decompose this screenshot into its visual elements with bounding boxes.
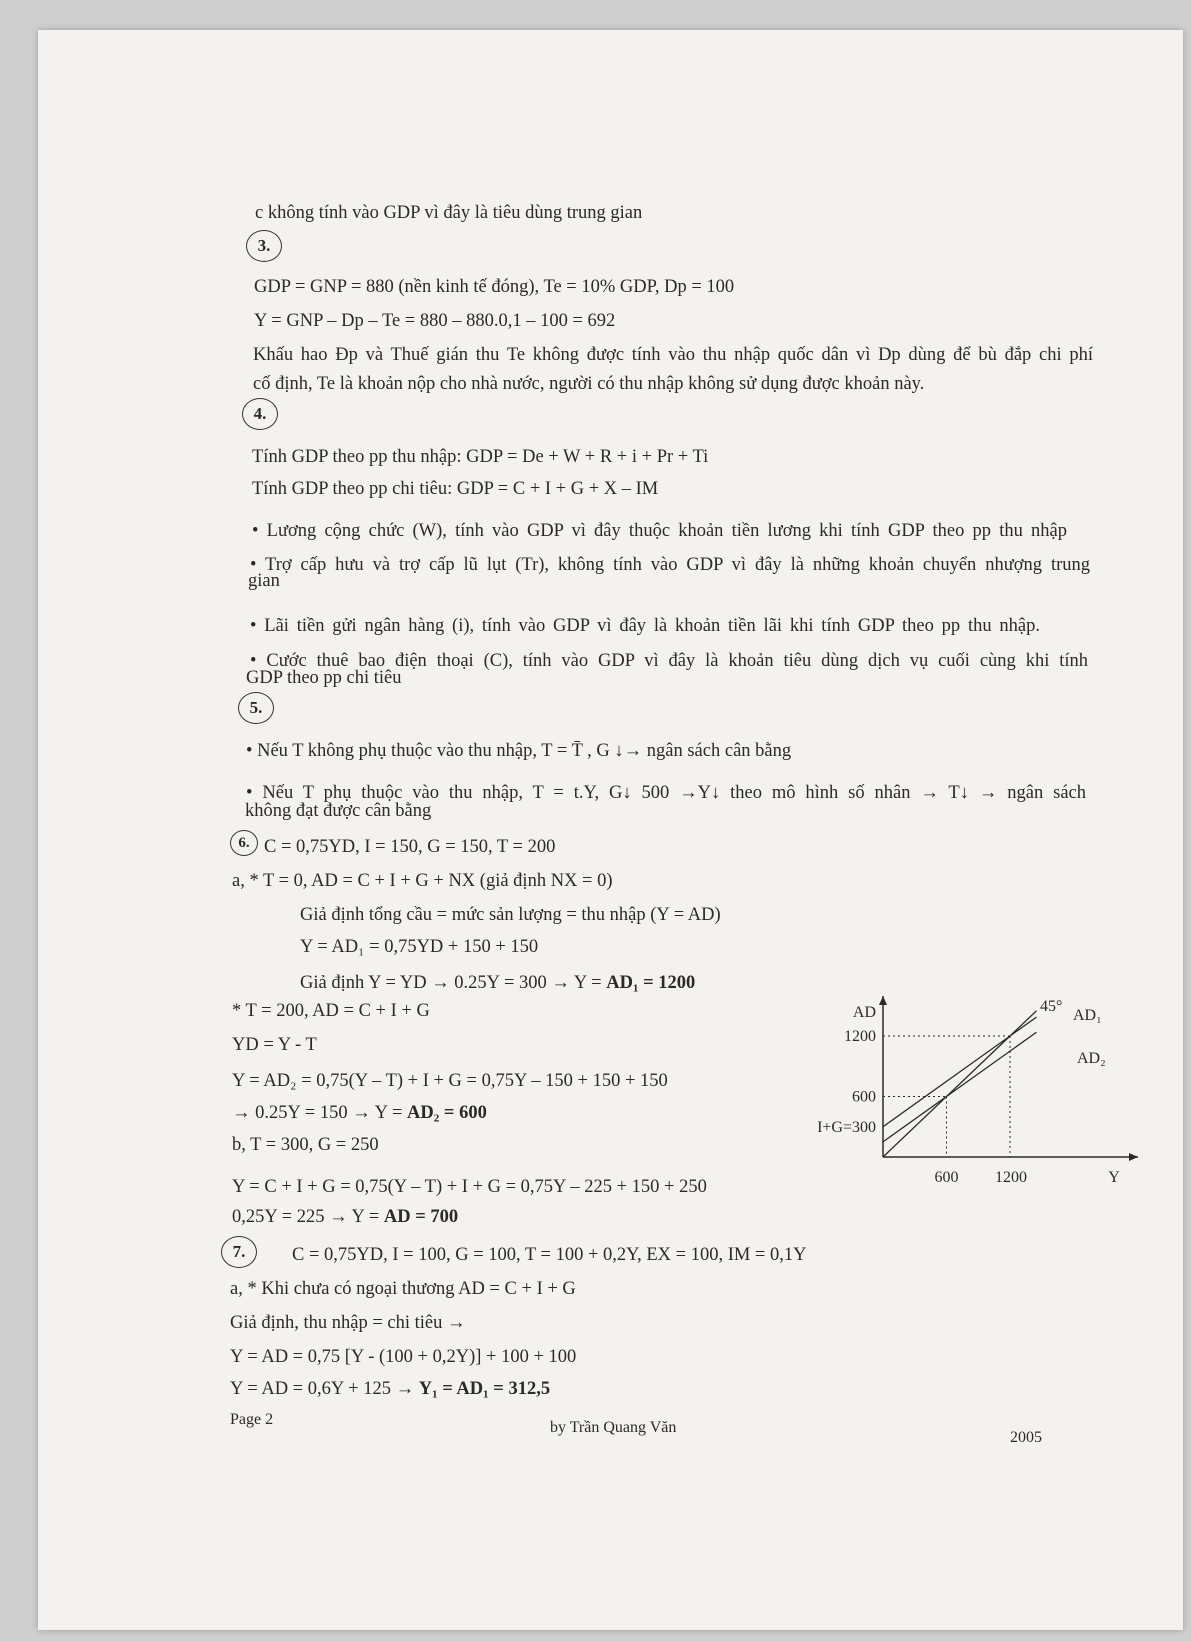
y-tick-label: I+G=300 — [817, 1118, 876, 1136]
text-line: b, T = 300, G = 250 — [232, 1135, 379, 1155]
text-line: Giả định, thu nhập = chi tiêu → — [230, 1313, 466, 1333]
text-line: Y = GNP – Dp – Te = 880 – 880.0,1 – 100 = 692 — [254, 311, 616, 331]
text-line: c không tính vào GDP vì đây là tiêu dùng trung gian — [255, 203, 643, 223]
document-page — [38, 30, 1183, 1630]
text-line: Y = C + I + G = 0,75(Y – T) + I + G = 0,75Y – 225 + 150 + 250 — [232, 1177, 707, 1197]
text-line: Y = AD = 0,6Y + 125 → Y₁ = AD₁ = 312,5 — [230, 1379, 551, 1399]
text-line: Tính GDP theo pp chi tiêu: GDP = C + I + G + X – IM — [252, 479, 659, 499]
text-line: Khấu hao Đp và Thuế gián thu Te không được tính vào thu nhập quốc dân vì Dp dùng để bù đắp chi phí — [253, 345, 1093, 365]
text-line: a, * Khi chưa có ngoại thương AD = C + I + G — [230, 1279, 576, 1299]
exercise-marker-3: 3. — [246, 230, 282, 262]
exercise-marker-6: 6. — [230, 830, 258, 856]
text-line: GDP = GNP = 880 (nền kinh tế đóng), Te = 10% GDP, Dp = 100 — [254, 277, 735, 297]
text-line: C = 0,75YD, I = 100, G = 100, T = 100 + 0,2Y, EX = 100, IM = 0,1Y — [292, 1245, 807, 1265]
text-line: Giả định tổng cầu = mức sản lượng = thu nhập (Y = AD) — [300, 905, 721, 925]
exercise-marker-5: 5. — [238, 692, 274, 724]
text-line: 0,25Y = 225 → Y = AD = 700 — [232, 1207, 459, 1227]
x-axis-label: Y — [1108, 1169, 1120, 1186]
text-line: GDP theo pp chi tiêu — [246, 668, 402, 688]
series-label-ad1: AD₁ — [1073, 1007, 1102, 1024]
bullet-item: • Nếu T phụ thuộc vào thu nhập, T = t.Y, G↓ 500 →Y↓ theo mô hình số nhân → T↓ → ngân sách — [246, 783, 1086, 803]
text-line: YD = Y - T — [232, 1035, 317, 1055]
series-label-ad2: AD₂ — [1077, 1050, 1106, 1067]
bullet-item: • Cước thuê bao điện thoại (C), tính vào GDP vì đây là khoản tiêu dùng dịch vụ cuối cùng khi tính — [250, 651, 1088, 671]
y-axis-label: AD — [852, 1004, 876, 1021]
bullet-item: • Trợ cấp hưu và trợ cấp lũ lụt (Tr), không tính vào GDP vì đây là những khoản chuyển nhượng trung — [250, 555, 1090, 575]
text-line: Y = AD₂ = 0,75(Y – T) + I + G = 0,75Y – 150 + 150 + 150 — [232, 1071, 668, 1091]
text-line: Y = AD = 0,75 [Y - (100 + 0,2Y)] + 100 + 100 — [230, 1347, 577, 1367]
text-line: C = 0,75YD, I = 150, G = 150, T = 200 — [264, 837, 556, 857]
footer-page: Page 2 — [230, 1411, 274, 1428]
text-line: cố định, Te là khoản nộp cho nhà nước, người có thu nhập không sử dụng được khoản này. — [253, 374, 925, 394]
y-tick-label: 600 — [852, 1088, 876, 1106]
text-line: a, * T = 0, AD = C + I + G + NX (giả định NX = 0) — [232, 871, 613, 891]
text-line: Giả định Y = YD → 0.25Y = 300 → Y = AD₁ = 1200 — [300, 973, 696, 993]
angle-label: 45° — [1040, 998, 1063, 1015]
x-tick-label: 1200 — [995, 1169, 1027, 1186]
text-line: gian — [248, 571, 280, 591]
text-line: không đạt được cân bằng — [245, 801, 432, 821]
bullet-item: • Lãi tiền gửi ngân hàng (i), tính vào GDP vì đây là khoản tiền lãi khi tính GDP theo pp thu nhập. — [250, 616, 1040, 636]
x-tick-label: 600 — [934, 1169, 959, 1186]
exercise-marker-7: 7. — [221, 1236, 257, 1268]
footer-author: by Trần Quang Văn — [550, 1419, 677, 1436]
text-line: Y = AD₁ = 0,75YD + 150 + 150 — [300, 937, 539, 957]
bullet-item: • Lương cộng chức (W), tính vào GDP vì đây thuộc khoản tiền lương khi tính GDP theo pp thu nhập — [252, 521, 1067, 541]
footer-year: 2005 — [1010, 1429, 1042, 1446]
exercise-marker-4: 4. — [242, 398, 278, 430]
text-line: Tính GDP theo pp thu nhập: GDP = De + W + R + i + Pr + Ti — [252, 447, 709, 467]
y-tick-label: 1200 — [844, 1028, 876, 1045]
bullet-item: • Nếu T không phụ thuộc vào thu nhập, T = T̄ , G ↓→ ngân sách cân bằng — [246, 741, 792, 761]
text-line: * T = 200, AD = C + I + G — [232, 1001, 430, 1021]
text-line: → 0.25Y = 150 → Y = AD₂ = 600 — [232, 1103, 487, 1123]
